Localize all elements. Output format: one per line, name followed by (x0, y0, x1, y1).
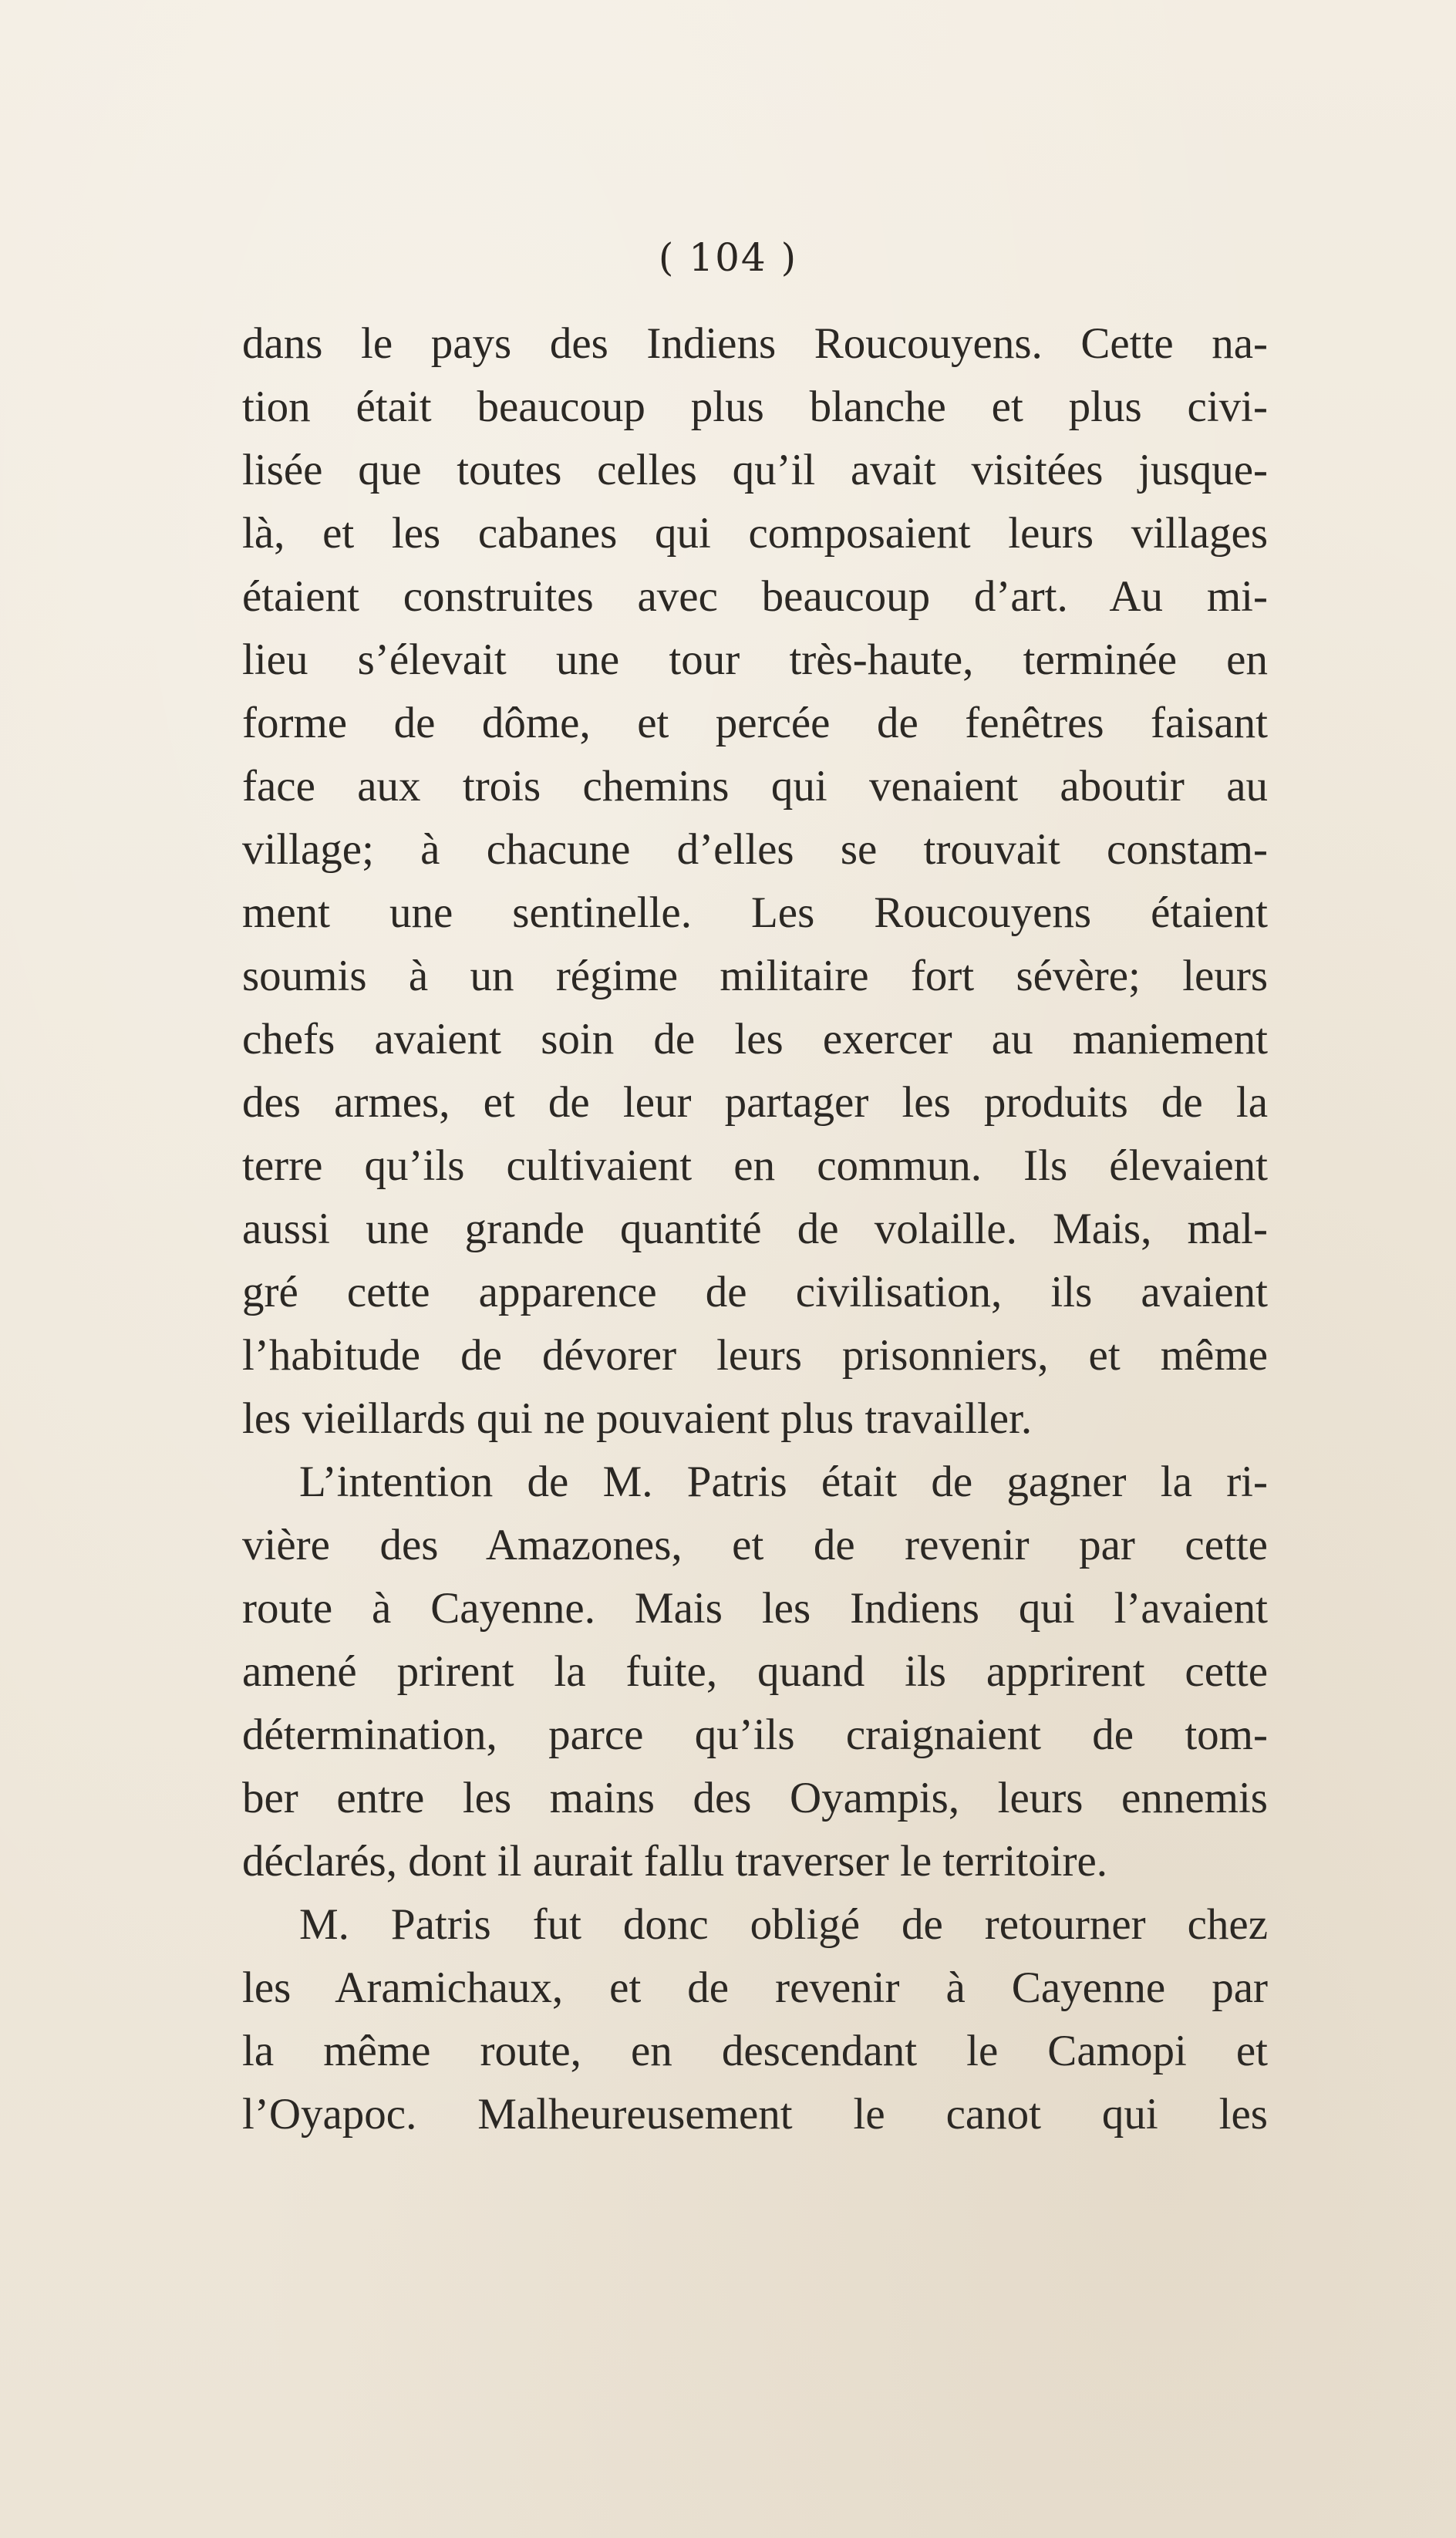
text-line: l’habitude de dévorer leurs prisonniers, et même (242, 1331, 1268, 1380)
text-line: des armes, et de leur partager les produits de la (242, 1078, 1268, 1127)
text-line: les Aramichaux, et de revenir à Cayenne par (242, 1963, 1268, 2012)
text-line: gré cette apparence de civilisation, ils avaient (242, 1268, 1268, 1316)
text-line: vière des Amazones, et de revenir par cette (242, 1521, 1268, 1569)
text-line: la même route, en descendant le Camopi et (242, 2027, 1268, 2075)
text-line: soumis à un régime militaire fort sévère; leurs (242, 952, 1268, 1000)
text-line: L’intention de M. Patris était de gagner la ri- (299, 1458, 1268, 1506)
text-line: amené prirent la fuite, quand ils apprirent cette (242, 1647, 1268, 1696)
text-line: aussi une grande quantité de volaille. Mais, mal- (242, 1205, 1268, 1253)
text-line: tion était beaucoup plus blanche et plus civi- (242, 383, 1268, 431)
text-line: forme de dôme, et percée de fenêtres faisant (242, 699, 1268, 747)
text-line: face aux trois chemins qui venaient aboutir au (242, 762, 1268, 811)
text-line: déclarés, dont il aurait fallu traverser le territoire. (242, 1837, 1108, 1886)
text-line: dans le pays des Indiens Roucouyens. Cette na- (242, 319, 1268, 368)
text-line: ment une sentinelle. Les Roucouyens étaient (242, 888, 1268, 937)
text-line: lieu s’élevait une tour très-haute, terminée en (242, 635, 1268, 684)
body-text (242, 312, 1268, 2146)
text-line: étaient construites avec beaucoup d’art. Au mi- (242, 572, 1268, 621)
page-number: ( 104 ) (658, 235, 798, 280)
text-line: terre qu’ils cultivaient en commun. Ils élevaient (242, 1141, 1268, 1190)
text-line: là, et les cabanes qui composaient leurs villages (242, 509, 1268, 558)
text-line: ber entre les mains des Oyampis, leurs ennemis (242, 1774, 1268, 1822)
text-line: route à Cayenne. Mais les Indiens qui l’avaient (242, 1584, 1268, 1633)
text-line: M. Patris fut donc obligé de retourner chez (299, 1900, 1268, 1949)
text-line: les vieillards qui ne pouvaient plus travailler. (242, 1394, 1033, 1443)
text-line: l’Oyapoc. Malheureusement le canot qui les (242, 2090, 1268, 2139)
text-line: chefs avaient soin de les exercer au maniement (242, 1015, 1268, 1063)
text-line: lisée que toutes celles qu’il avait visitées jusque- (242, 446, 1268, 494)
text-line: village; à chacune d’elles se trouvait constam- (242, 825, 1268, 874)
text-line: détermination, parce qu’ils craignaient de tom- (242, 1711, 1268, 1759)
